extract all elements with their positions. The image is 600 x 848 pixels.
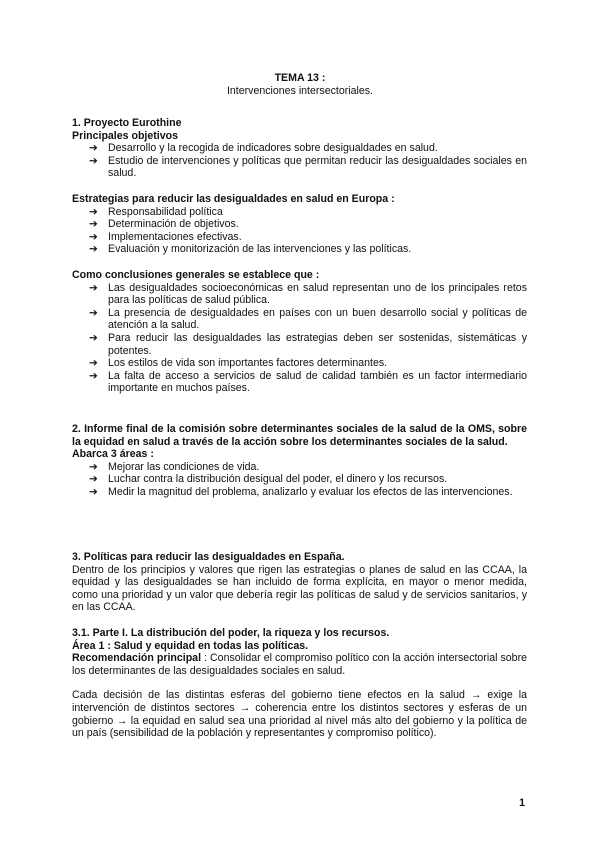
list-item: ➔ Implementaciones efectivas.: [89, 230, 242, 243]
section-3-body: Dentro de los principios y valores que rigen las estrategias o planes de salud en las CCAA, la equidad y las desigualdades se han incluido de forma explícita, en mayor o menor medida, como una prioridad y un valor que debería regir las políticas de salud y de servicios sanitarios, y en las CCAA.: [72, 563, 527, 614]
list-item: ➔ Para reducir las desigualdades las estrategias deben ser sostenidas, sistemáticas y potentes.: [89, 331, 527, 357]
section-3-1: [72, 627, 527, 740]
conclusions-heading: Como conclusiones generales se establece que :: [72, 269, 320, 281]
list-item: ➔ Mejorar las condiciones de vida.: [89, 460, 260, 473]
list-item: ➔ Responsabilidad política: [89, 205, 223, 218]
arrow-bullet-icon: ➔: [89, 306, 98, 319]
arrow-bullet-icon: ➔: [89, 142, 98, 155]
arrow-bullet-icon: ➔: [89, 281, 98, 294]
list-item: ➔ Evaluación y monitorización de las intervenciones y las políticas.: [89, 243, 412, 256]
strategies-heading: Estrategias para reducir las desigualdades en salud en Europa :: [72, 193, 395, 205]
list-item: ➔ Medir la magnitud del problema, analizarlo y evaluar los efectos de las intervenciones.: [89, 485, 513, 498]
section-2-subheading: Abarca 3 áreas :: [72, 448, 154, 461]
strategies-list: [72, 206, 527, 256]
arrow-bullet-icon: ➔: [89, 369, 98, 382]
section-1-strategies: [72, 193, 527, 256]
arrow-bullet-icon: ➔: [89, 243, 98, 256]
recommendation-text: : Consolidar el compromiso político con la acción intersectorial sobre los determinantes de las desigualdades sociales en salud.: [72, 652, 527, 677]
arrow-bullet-icon: ➔: [89, 473, 98, 486]
section-1-subheading: Principales objetivos: [72, 129, 178, 142]
section-1-conclusions: [72, 269, 527, 395]
arrow-bullet-icon: ➔: [89, 205, 98, 218]
section-3-1-paragraph: Cada decisión de las distintas esferas del gobierno tiene efectos en la salud → exige la intervención de distintos sectores → coherencia entre los distintos sectores y esferas de un gobierno → la equidad en salud sea una prioridad al nivel más alto del gobierno y la política de un país (sensibilidad de la población y representantes y compromiso político).: [72, 689, 527, 740]
section-3-1-heading: 3.1. Parte I. La distribución del poder, la riqueza y los recursos.: [72, 627, 390, 639]
section-3-heading: 3. Políticas para reducir las desigualdades en España.: [72, 551, 345, 563]
section-1-list: [72, 142, 527, 180]
recommendation-label: Recomendación principal: [72, 652, 202, 665]
list-item: ➔ Luchar contra la distribución desigual del poder, el dinero y los recursos.: [89, 473, 448, 486]
page-number: 1: [519, 797, 525, 809]
section-1: [72, 117, 527, 180]
list-item: ➔ La falta de acceso a servicios de salud de calidad también es un factor intermediario importante en muchos países.: [89, 369, 527, 395]
arrow-bullet-icon: ➔: [89, 460, 98, 473]
arrow-bullet-icon: ➔: [89, 485, 98, 498]
arrow-bullet-icon: ➔: [89, 218, 98, 231]
recommendation: [72, 652, 527, 677]
section-3: [72, 551, 527, 614]
section-1-heading: 1. Proyecto Eurothine: [72, 117, 182, 129]
page-title: TEMA 13 :: [274, 72, 326, 84]
list-item: ➔ Las desigualdades socioeconómicas en salud representan uno de los principales retos para las políticas de salud pública.: [89, 281, 527, 307]
arrow-bullet-icon: ➔: [89, 230, 98, 243]
arrow-bullet-icon: ➔: [89, 154, 98, 167]
arrow-bullet-icon: ➔: [89, 331, 98, 344]
list-item: ➔ Determinación de objetivos.: [89, 218, 239, 231]
conclusions-list: [72, 282, 527, 395]
section-2-heading: 2. Informe final de la comisión sobre determinantes sociales de la salud de la OMS, sobre la equidad en salud a través de la acción sobre los determinantes sociales de la salud.: [72, 423, 527, 448]
page-subtitle: Intervenciones intersectoriales.: [226, 85, 374, 97]
section-2: [72, 423, 527, 499]
list-item: ➔ Los estilos de vida son importantes factores determinantes.: [89, 357, 388, 370]
list-item: ➔ La presencia de desigualdades en países con un buen desarrollo social y políticas de atención a la salud.: [89, 306, 527, 332]
area-1-heading: Área 1 : Salud y equidad en todas las políticas.: [72, 639, 309, 652]
list-item: ➔ Desarrollo y la recogida de indicadores sobre desigualdades en salud.: [89, 142, 438, 155]
section-2-list: [72, 461, 527, 499]
list-item: ➔ Estudio de intervenciones y políticas que permitan reducir las desigualdades sociales en salud.: [89, 154, 527, 180]
arrow-bullet-icon: ➔: [89, 357, 98, 370]
